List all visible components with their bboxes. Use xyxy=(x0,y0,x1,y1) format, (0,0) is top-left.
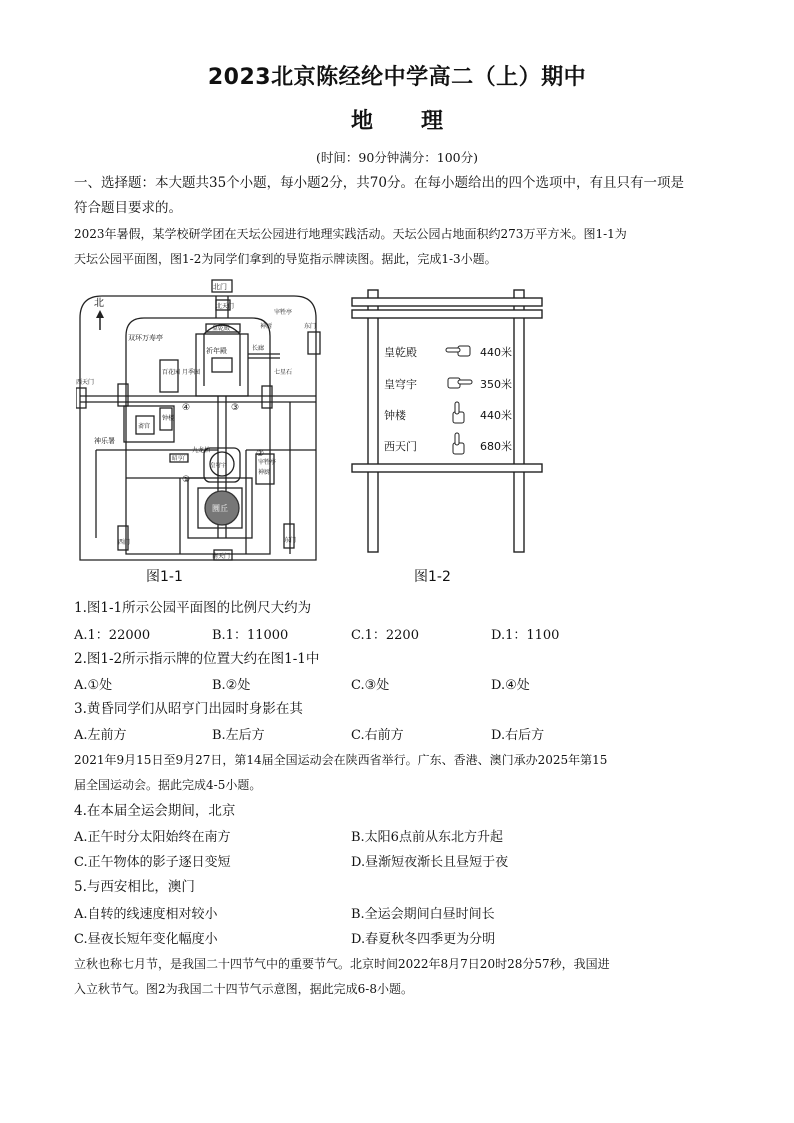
label-shenyue: 神乐署 xyxy=(94,437,115,445)
q5-option-c[interactable]: C.昼夜长短年变化幅度小 xyxy=(74,932,218,947)
q5-options-row2 xyxy=(74,928,724,948)
figure-1-2-signpost xyxy=(350,288,546,558)
label-beimen: 北门 xyxy=(213,283,227,291)
q5-option-d[interactable]: D.春夏秋冬四季更为分明 xyxy=(351,932,496,947)
page-title: 2023北京陈经纶中学高二（上）期中 xyxy=(207,65,587,90)
q3-option-c[interactable]: C.右前方 xyxy=(351,728,404,743)
label-shuanghuan: 双环万寿亭 xyxy=(128,334,163,342)
label-huangqiongyu: 皇穹宇 xyxy=(210,463,227,469)
q1-option-a[interactable]: A.1：22000 xyxy=(74,628,151,643)
subject-heading xyxy=(0,104,794,135)
north-label: 北 xyxy=(94,298,104,309)
q1-option-c[interactable]: C.1：2200 xyxy=(351,628,419,643)
label-zhonglou: 钟楼 xyxy=(162,415,175,422)
q3-stem: 3.黄昏同学们从昭亨门出园时身影在其 xyxy=(74,701,303,717)
label-qinian: 祈年殿 xyxy=(206,347,227,355)
passage2-line1: 2021年9月15日至9月27日，第14届全国运动会在陕西省举行。广东、香港、澳门承办2025年第15 xyxy=(74,753,608,767)
section1-instruction-line2: 符合题目要求的。 xyxy=(74,200,182,216)
sign-row-2-name: 皇穹宇 xyxy=(384,378,417,391)
label-xiyuan: 西门 xyxy=(118,539,131,546)
label-nantianmen: 南天门 xyxy=(212,553,231,560)
q3-option-a[interactable]: A.左前方 xyxy=(74,728,127,743)
q2-stem: 2.图1-2所示指示牌的位置大约在图1-1中 xyxy=(74,651,320,667)
q1-stem: 1.图1-1所示公园平面图的比例尺大约为 xyxy=(74,600,312,616)
q1-option-b[interactable]: B.1：11000 xyxy=(212,628,289,643)
figure-1-2-caption: 图1-2 xyxy=(414,569,451,585)
passage3-line1: 立秋也称七月节，是我国二十四节气中的重要节气。北京时间2022年8月7日20时28分57秒，我国进 xyxy=(74,957,610,971)
q1-option-d[interactable]: D.1：1100 xyxy=(491,628,560,643)
hand-pointing-right-icon xyxy=(448,378,472,388)
label-shenchu1: 神厨 xyxy=(260,323,273,330)
q3-option-d[interactable]: D.右后方 xyxy=(491,728,545,743)
figure-1-1-caption: 图1-1 xyxy=(146,569,183,585)
q2-options xyxy=(74,674,724,694)
passage1-line1: 2023年暑假，某学校研学团在天坛公园进行地理实践活动。天坛公园占地面积约273万平方米。图1-1为 xyxy=(74,227,627,241)
north-arrow-icon xyxy=(96,310,104,330)
label-dongmen: 东门 xyxy=(304,323,317,330)
q5-option-b[interactable]: B.全运会期间白昼时间长 xyxy=(351,907,495,922)
label-shenchu2: 神厨 xyxy=(258,469,271,476)
q4-option-d[interactable]: D.昼渐短夜渐长且昼短于夜 xyxy=(351,855,509,870)
passage1-line2: 天坛公园平面图，图1-2为同学们拿到的导览指示牌读图。据此，完成1-3小题。 xyxy=(74,252,497,266)
hand-pointing-up-icon xyxy=(453,433,464,454)
figure-1-1-map xyxy=(76,278,322,564)
marker-3: ③ xyxy=(231,403,240,413)
label-zhaohengmen: 昭亨门 xyxy=(172,456,189,462)
label-jiulong: 九龙柏 xyxy=(192,447,211,454)
label-zaisheng1: 宰牲亭 xyxy=(274,309,293,316)
label-yuanqiu: 圜丘 xyxy=(212,504,228,513)
q4-stem: 4.在本届全运会期间，北京 xyxy=(74,803,236,819)
label-baihua: 百花园 xyxy=(162,369,181,376)
q2-option-a[interactable]: A.①处 xyxy=(74,678,113,693)
label-qixing: 七星石 xyxy=(274,369,293,376)
q5-options-row1 xyxy=(74,903,724,923)
q4-options-row1 xyxy=(74,826,724,846)
q5-stem: 5.与西安相比，澳门 xyxy=(74,879,195,895)
passage2-line2: 届全国运动会。据此完成4-5小题。 xyxy=(74,778,262,792)
sign-row-3-dist: 440米 xyxy=(480,409,512,422)
q1-options xyxy=(74,624,724,644)
q4-option-a[interactable]: A.正午时分太阳始终在南方 xyxy=(74,830,231,845)
passage3-line2: 入立秋节气。图2为我国二十四节气示意图，据此完成6-8小题。 xyxy=(74,982,413,996)
marker-4: ④ xyxy=(182,403,191,413)
hand-pointing-left-icon xyxy=(446,346,470,356)
sign-row-1-dist: 440米 xyxy=(480,346,512,359)
time-info: (时间：90分钟满分：100分) xyxy=(315,150,479,165)
sign-row-2-dist: 350米 xyxy=(480,378,512,391)
q2-option-d[interactable]: D.④处 xyxy=(491,678,530,693)
label-zaisheng2: 宰牲亭 xyxy=(258,459,277,466)
q5-option-a[interactable]: A.自转的线速度相对较小 xyxy=(74,907,218,922)
subject-char-2: 理 xyxy=(421,109,444,134)
sign-row-4-dist: 680米 xyxy=(480,440,512,453)
sign-row-4-name: 西天门 xyxy=(384,440,417,453)
q2-option-b[interactable]: B.②处 xyxy=(212,678,251,693)
label-dongyuan: 东门 xyxy=(284,537,297,544)
q4-option-b[interactable]: B.太阳6点前从东北方升起 xyxy=(351,830,503,845)
subject-char-1: 地 xyxy=(350,109,373,134)
sign-row-1-name: 皇乾殿 xyxy=(384,346,417,359)
q4-options-row2 xyxy=(74,851,724,871)
marker-2: ② xyxy=(256,449,265,459)
label-changlang: 长廊 xyxy=(252,345,265,352)
label-beitianmen: 北天门 xyxy=(216,303,235,310)
marker-1: ① xyxy=(182,475,191,485)
q3-option-b[interactable]: B.左后方 xyxy=(212,728,265,743)
label-huanggan: 皇乾殿 xyxy=(212,325,231,332)
section1-instruction-line1: 一、选择题：本大题共35个小题，每小题2分，共70分。在每小题给出的四个选项中，有且只有一项是 xyxy=(74,175,684,191)
q2-option-c[interactable]: C.③处 xyxy=(351,678,390,693)
sign-row-3-name: 钟楼 xyxy=(384,409,406,422)
q3-options xyxy=(74,724,724,744)
label-xitianmen: 西天门 xyxy=(76,379,95,386)
label-zhaigong: 斋宫 xyxy=(138,423,151,430)
label-yueji: 月季园 xyxy=(182,369,201,376)
q4-option-c[interactable]: C.正午物体的影子逐日变短 xyxy=(74,855,231,870)
hand-pointing-up-icon xyxy=(453,402,464,423)
